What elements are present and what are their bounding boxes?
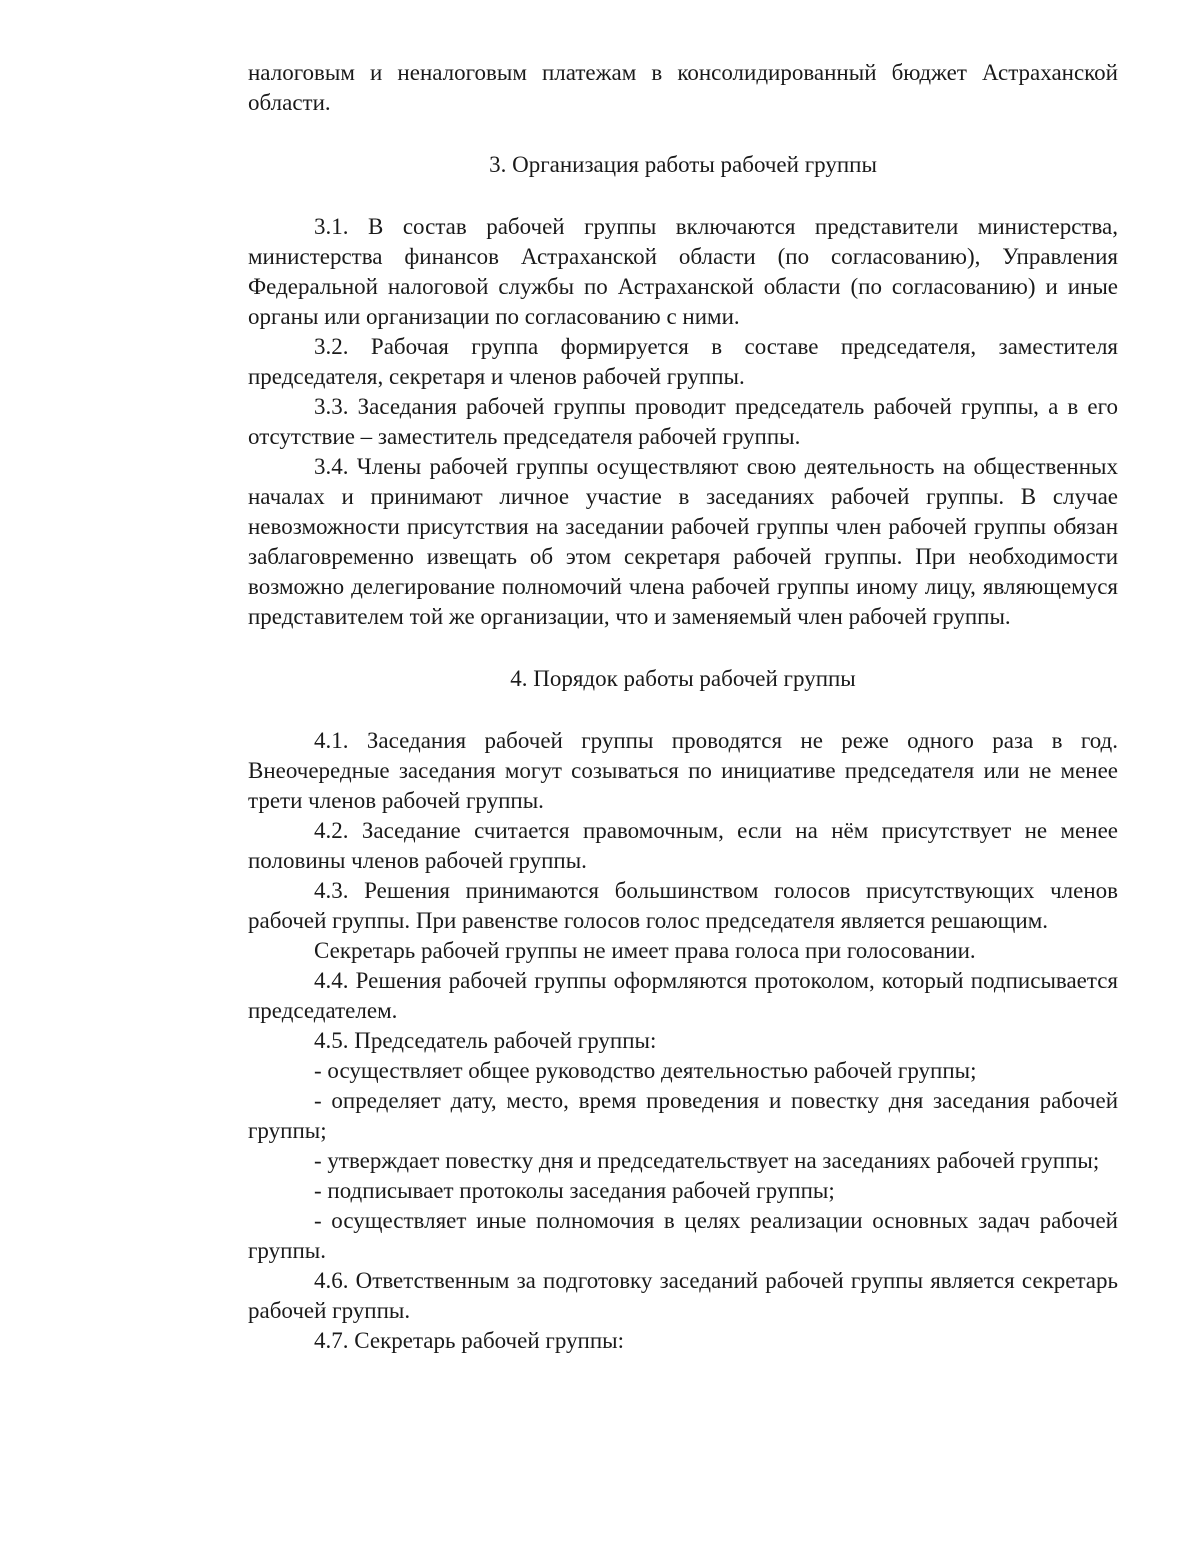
chairman-duty-item: - утверждает повестку дня и председательствует на заседаниях рабочей группы;	[314, 1148, 1100, 1173]
chairman-duty-item: - осуществляет общее руководство деятельностью рабочей группы;	[314, 1058, 977, 1083]
paragraph-4-5: 4.5. Председатель рабочей группы:	[314, 1028, 657, 1053]
document-page	[248, 58, 1118, 1356]
chairman-duty-item: - определяет дату, место, время проведения и повестку дня заседания рабочей группы;	[248, 1088, 1118, 1143]
paragraph-3-4: 3.4. Члены рабочей группы осуществляют свою деятельность на общественных началах и принимают личное участие в заседаниях рабочей группы. В случае невозможности присутствия на заседании рабочей группы член рабочей группы обязан заблаговременно извещать об этом секретаря рабочей группы. При необходимости возможно делегирование полномочий члена рабочей группы иному лицу, являющемуся представителем той же организации, что и заменяемый член рабочей группы.	[248, 454, 1118, 629]
paragraph-3-3: 3.3. Заседания рабочей группы проводит председатель рабочей группы, а в его отсутствие – заместитель председателя рабочей группы.	[248, 394, 1118, 449]
section-3-heading: 3. Организация работы рабочей группы	[489, 152, 877, 177]
intro-continuation: налоговым и неналоговым платежам в консолидированный бюджет Астраханской области.	[248, 60, 1118, 115]
paragraph-3-1: 3.1. В состав рабочей группы включаются представители министерства, министерства финансов Астраханской области (по согласованию), Управления Федеральной налоговой службы по Астраханской области (по согласованию) и иные органы или организации по согласованию с ними.	[248, 214, 1118, 329]
paragraph-4-4: 4.4. Решения рабочей группы оформляются протоколом, который подписывается председателем.	[248, 968, 1118, 1023]
paragraph-4-6: 4.6. Ответственным за подготовку заседаний рабочей группы является секретарь рабочей группы.	[248, 1268, 1118, 1323]
paragraph-4-7: 4.7. Секретарь рабочей группы:	[314, 1328, 624, 1353]
section-4-heading: 4. Порядок работы рабочей группы	[510, 666, 856, 691]
paragraph-4-2: 4.2. Заседание считается правомочным, если на нём присутствует не менее половины членов рабочей группы.	[248, 818, 1118, 873]
paragraph-4-1: 4.1. Заседания рабочей группы проводятся не реже одного раза в год. Внеочередные заседания могут созываться по инициативе председателя или не менее трети членов рабочей группы.	[248, 728, 1118, 813]
paragraph-4-3: 4.3. Решения принимаются большинством голосов присутствующих членов рабочей группы. При равенстве голосов голос председателя является решающим.	[248, 878, 1118, 933]
paragraph-3-2: 3.2. Рабочая группа формируется в составе председателя, заместителя председателя, секретаря и членов рабочей группы.	[248, 334, 1118, 389]
chairman-duty-item: - подписывает протоколы заседания рабочей группы;	[314, 1178, 835, 1203]
chairman-duty-item: - осуществляет иные полномочия в целях реализации основных задач рабочей группы.	[248, 1208, 1118, 1263]
paragraph-secretary-no-vote: Секретарь рабочей группы не имеет права голоса при голосовании.	[314, 938, 976, 963]
